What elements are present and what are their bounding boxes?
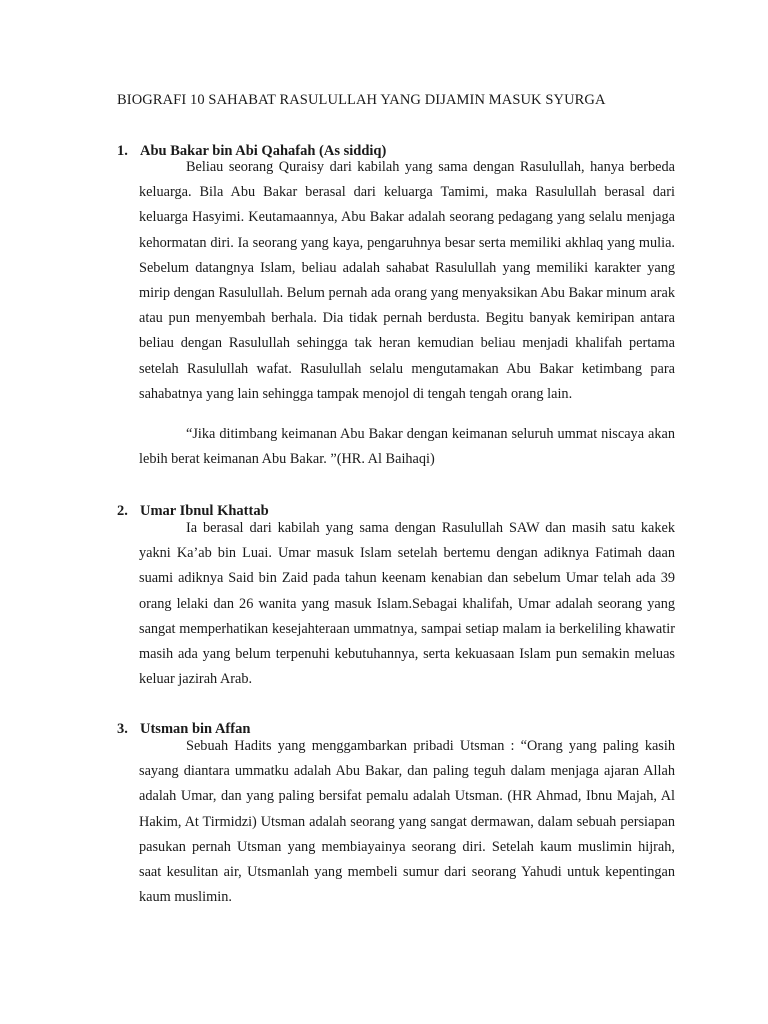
- document-title: BIOGRAFI 10 SAHABAT RASULULLAH YANG DIJAMIN MASUK SYURGA: [117, 92, 606, 108]
- section-number: 3.: [117, 721, 128, 737]
- section-paragraph: Sebuah Hadits yang menggambarkan pribadi Utsman : “Orang yang paling kasih sayang diantara ummatku adalah Abu Bakar, dan paling teguh dalam menjaga ajaran Allah adalah Umar, dan yang paling bersifat pemalu adalah Utsman. (HR Ahmad, Ibnu Majah, Al Hakim, At Tirmidzi) Utsman adalah seorang yang sangat dermawan, dalam sebuah persiapan pasukan pernah Utsman yang membiayainya seorang diri. Setelah kaum muslimin hijrah, saat kesulitan air, Utsmanlah yang membeli sumur dari seorang Yahudi untuk kepentingan kaum muslimin.: [139, 738, 675, 906]
- section-title: Umar Ibnul Khattab: [140, 503, 269, 519]
- section-title: Abu Bakar bin Abi Qahafah (As siddiq): [140, 143, 387, 159]
- section-paragraph: Ia berasal dari kabilah yang sama dengan Rasulullah SAW dan masih satu kakek yakni Ka’ab bin Luai. Umar masuk Islam setelah bertemu dengan adiknya Fatimah daan suami adiknya Said bin Zaid pada tahun keenam kenabian dan sebelum Umar telah ada 39 orang lelaki dan 26 wanita yang masuk Islam.Sebagai khalifah, Umar adalah seorang yang sangat memperhatikan kesejahteraan ummatnya, sampai setiap malam ia berkeliling khawatir masih ada yang belum terpenuhi kebutuhannya, serta kekuasaan Islam pun semakin meluas keluar jazirah Arab.: [139, 520, 675, 688]
- section-number: 2.: [117, 503, 128, 519]
- section-paragraph: Beliau seorang Quraisy dari kabilah yang sama dengan Rasulullah, hanya berbeda keluarga. Bila Abu Bakar berasal dari keluarga Tamimi, maka Rasulullah berasal dari keluarga Hasyimi. Keutamaannya, Abu Bakar adalah seorang pedagang yang selalu menjaga kehormatan diri. Ia seorang yang kaya, pengaruhnya besar serta memiliki akhlaq yang mulia. Sebelum datangnya Islam, beliau adalah sahabat Rasulullah yang memiliki karakter yang mirip dengan Rasulullah. Belum pernah ada orang yang menyaksikan Abu Bakar minum arak atau pun menyembah berhala. Dia tidak pernah berdusta. Begitu banyak kemiripan antara beliau dengan Rasulullah sehingga tak heran kemudian beliau menjadi khalifah pertama setelah Rasulullah wafat. Rasulullah selalu mengutamakan Abu Bakar ketimbang para sahabatnya yang lain sehingga tampak menojol di tengah tengah orang lain.: [139, 159, 675, 402]
- section-number: 1.: [117, 143, 128, 159]
- section-quote: “Jika ditimbang keimanan Abu Bakar dengan keimanan seluruh ummat niscaya akan lebih berat keimanan Abu Bakar. ”(HR. Al Baihaqi): [139, 426, 675, 468]
- section-title: Utsman bin Affan: [140, 721, 251, 737]
